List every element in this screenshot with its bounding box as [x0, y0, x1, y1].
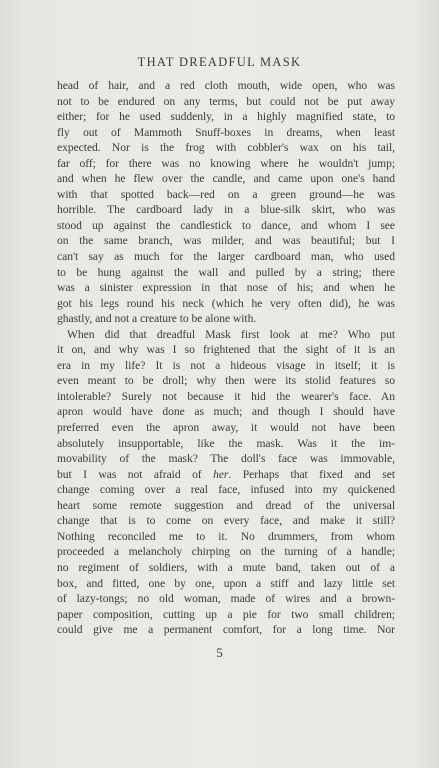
- text-line: it on, and why was I so frightened that the sight of it is an: [57, 343, 395, 357]
- text-line: intolerable? Surely not because it hid the wearer's face. An: [57, 389, 395, 403]
- text-line: box, and fitted, one by one, upon a stiff and lazy little set: [57, 576, 395, 590]
- text-line: Nothing reconciled me to it. No drummers, from whom: [57, 529, 395, 543]
- page-number: 5: [216, 645, 223, 660]
- text-line: proceeded a melancholy chirping on the turning of a handle;: [57, 545, 395, 559]
- text-line: of lazy-tongs; no old woman, made of wires and a brown-: [57, 592, 395, 606]
- text-line: apron would have done as much; and though I should have: [57, 405, 395, 419]
- text-line: era in my life? It is not a hideous visage in itself; it is: [57, 358, 395, 372]
- text-line: ghastly, and not a creature to be alone with.: [57, 312, 257, 326]
- text-line: to be hung against the wall and pulled by a string; there: [57, 265, 395, 279]
- paragraph: [57, 327, 395, 638]
- text-line: not to be endured on any terms, but could not be put away: [57, 94, 395, 108]
- text-line: got his legs round his neck (which he very often did), he was: [57, 296, 395, 310]
- text-line: with that spotted back—red on a green ground—he was: [57, 187, 395, 201]
- text-line: on the same branch, was milder, and was beautiful; but I: [57, 234, 395, 248]
- running-head: THAT DREADFUL MASK: [137, 55, 302, 69]
- paragraph: [57, 78, 395, 327]
- text-line: heart some remote suggestion and dread of the universal: [57, 498, 395, 512]
- text-line: change that is to come on every face, and make it still?: [57, 514, 395, 528]
- text-line: preferred even the apron away, it would not have been: [57, 421, 395, 435]
- text-line: fly out of Mammoth Snuff-boxes in dreams, when least: [57, 125, 395, 139]
- text-line: stood up against the candlestick to dance, and whom I see: [57, 218, 395, 232]
- text-line: and when he flew over the candle, and came upon one's hand: [57, 172, 395, 186]
- text-line: movability of the mask? The doll's face was immovable,: [57, 452, 395, 466]
- text-line: horrible. The cardboard lady in a blue-silk skirt, who was: [57, 203, 395, 217]
- text-line: either; for he used suddenly, in a highly magnified state, to: [57, 110, 395, 124]
- text-line: expected. Nor is the frog with cobbler's wax on his tail,: [57, 141, 395, 155]
- text-line: even meant to be droll; why then were its stolid features so: [57, 374, 395, 388]
- text-line: could give me a permanent comfort, for a long time. Nor: [57, 623, 395, 637]
- text-line: can't say as much for the larger cardboard man, who used: [57, 250, 395, 264]
- text-line: no regiment of soldiers, with a mute band, taken out of a: [57, 560, 395, 574]
- body-text: [57, 78, 395, 638]
- text-line: absolutely insupportable, like the mask. Was it the im-: [57, 436, 395, 450]
- text-line: paper composition, cutting up a pie for two small children;: [57, 607, 395, 621]
- text-line: was a sinister expression in that nose of his; and when he: [57, 281, 395, 295]
- text-line: change coming over a real face, infused into my quickened: [57, 483, 395, 497]
- text-line: but I was not afraid of her. Perhaps that fixed and set: [57, 467, 395, 481]
- text-line: head of hair, and a red cloth mouth, wide open, who was: [57, 79, 395, 92]
- text-line: When did that dreadful Mask first look at me? Who put: [67, 327, 395, 341]
- emphasis: her: [213, 467, 229, 481]
- text-line: far off; for there was no knowing where he wouldn't jump;: [57, 156, 395, 170]
